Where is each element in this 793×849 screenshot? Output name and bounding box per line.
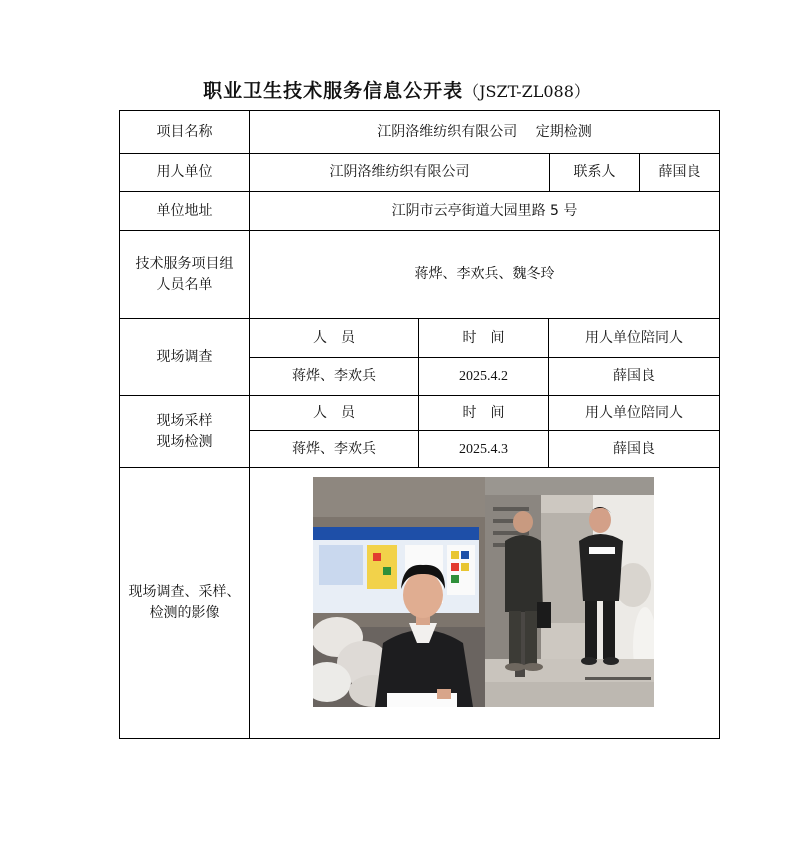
sampling-col-people: 人 员 <box>249 395 419 431</box>
team-label-line1: 技术服务项目组 <box>135 255 234 272</box>
title-text: 职业卫生技术服务信息公开表 <box>203 80 464 102</box>
survey-time: 2025.4.2 <box>418 357 549 396</box>
sampling-label-line2: 现场检测 <box>156 433 213 450</box>
sampling-escort: 薛国良 <box>548 430 720 468</box>
survey-col-people: 人 员 <box>249 318 419 358</box>
sampling-people: 蒋烨、李欢兵 <box>249 430 419 468</box>
project-name-value: 江阴洛维纺织有限公司 定期检测 <box>249 110 720 154</box>
images-label-line1: 现场调查、采样、 <box>128 584 241 600</box>
images-label-line2: 检测的影像 <box>149 605 220 621</box>
survey-col-time: 时 间 <box>418 318 549 358</box>
page-title <box>0 76 793 103</box>
sampling-label <box>119 395 250 468</box>
images-label <box>119 467 250 739</box>
employer-value: 江阴洛维纺织有限公司 <box>249 153 550 192</box>
employer-label: 用人单位 <box>119 153 250 192</box>
project-name-label: 项目名称 <box>119 110 250 154</box>
sampling-col-time: 时 间 <box>418 395 549 431</box>
survey-col-escort: 用人单位陪同人 <box>548 318 720 358</box>
contact-value: 薛国良 <box>639 153 720 192</box>
info-table <box>119 110 720 739</box>
survey-label: 现场调查 <box>119 318 250 396</box>
sampling-label-line1: 现场采样 <box>156 412 213 429</box>
survey-photo <box>313 477 485 707</box>
contact-label: 联系人 <box>549 153 640 192</box>
sampling-time: 2025.4.3 <box>418 430 549 468</box>
address-label: 单位地址 <box>119 191 250 231</box>
survey-people: 蒋烨、李欢兵 <box>249 357 419 396</box>
team-label <box>119 230 250 319</box>
form-code: （JSZT-ZL088） <box>463 82 590 101</box>
sampling-col-escort: 用人单位陪同人 <box>548 395 720 431</box>
address-value: 江阴市云亭街道大园里路 5 号 <box>249 191 720 231</box>
sampling-photo <box>485 477 654 707</box>
team-label-line2: 人员名单 <box>156 276 213 293</box>
survey-escort: 薛国良 <box>548 357 720 396</box>
team-value: 蒋烨、李欢兵、魏冬玲 <box>249 230 720 319</box>
